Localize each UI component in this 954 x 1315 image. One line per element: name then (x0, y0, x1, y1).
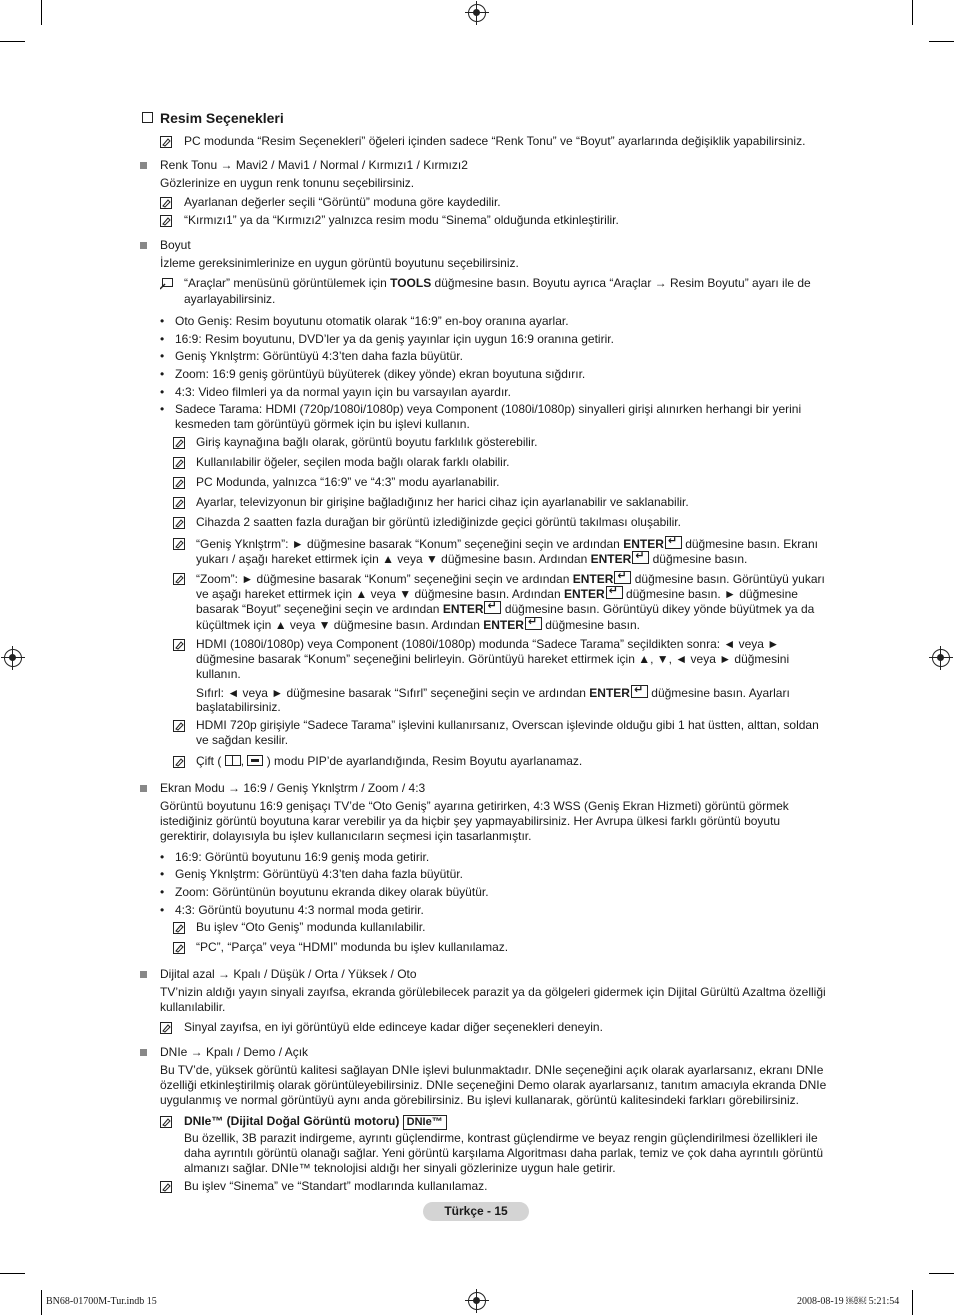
crop-mark (929, 41, 954, 42)
bullet: • (160, 885, 165, 899)
hdmi720-note: ve sağdan kesilir. (196, 733, 289, 747)
bullet: • (160, 850, 165, 864)
crop-mark (0, 41, 25, 42)
bullet: • (160, 867, 165, 881)
page-number-badge (423, 1202, 529, 1221)
crop-mark (929, 1273, 954, 1274)
note-icon (160, 1116, 172, 1128)
bullet: • (160, 332, 165, 346)
ekran-bullet: 4:3: Görüntü boyutunu 4:3 normal moda getirir. (175, 903, 424, 917)
enter-icon (631, 685, 648, 698)
genis-note: yukarı / aşağı hareket ettirmek için ▲ veya ▼ düğmesine basın. Ardından ENTER↵ düğmesine basın. (196, 551, 747, 567)
dnie-desc: uygulanmış ve normal görüntüyü aynı anda görebilirsiniz. Bu işlevi kullanarak, görüntü kalitesindeki farkları görebilirsiniz. (160, 1093, 799, 1107)
hdmi-note: HDMI (1080i/1080p) veya Component (1080i/1080p) modunda “Sadece Tarama” seçildikten sonra: ◄ veya ► (196, 637, 780, 651)
note-icon (173, 756, 185, 768)
boyut-note: Ayarlar, televizyonun bir girişine bağladığınız her harici cihaz için ayarlanabilir ve saklanabilir. (196, 495, 689, 509)
tools-icon (160, 278, 172, 290)
enter-icon (614, 571, 631, 584)
note-icon (173, 477, 185, 489)
note-icon (173, 538, 185, 550)
note-icon (173, 639, 185, 651)
ekran-head: Ekran Modu → 16:9 / Geniş Yknlştrm / Zoom / 4:3 (160, 781, 426, 795)
note-icon (173, 437, 185, 449)
square-bullet-icon (140, 971, 147, 978)
renk-desc: Gözlerinize en uygun renk tonunu seçebilirsiniz. (160, 176, 415, 190)
bullet: • (160, 903, 165, 917)
boyut-bullet: Geniş Yknlştrm: Görüntüyü 4:3’ten daha fazla büyütür. (175, 349, 463, 363)
crop-mark (912, 0, 913, 25)
bullet: • (160, 385, 165, 399)
registration-mark-icon (932, 649, 950, 667)
footer-file: BN68-01700M-Tur.indb 15 (46, 1296, 157, 1307)
ekran-desc: istediğiniz görüntü boyutuna karar verebilir ya da hiçbir şey yapmayabilirsiniz. Her Avrupa ülkesi farklı görüntü boyutu (160, 814, 781, 828)
dnie-logo: DNIe™ (403, 1115, 447, 1130)
note-icon (160, 197, 172, 209)
registration-mark-icon (468, 1292, 486, 1310)
dnie-note-desc: almanızı sağlar. DNIe™ teknolojisi aldığı her sinyali gözlerinize uygun hale getirir. (184, 1161, 616, 1175)
renk-note: “Kırmızı1” ya da “Kırmızı2” yalnızca resim modu “Sinema” olduğunda etkinleştirilir. (184, 213, 619, 227)
genis-note: “Geniş Yknlştrm”: ► düğmesine basarak “Konum” seçeneğini seçin ve ardından ENTER↵ düğmesine basın. Ekranı (196, 536, 818, 552)
zoom-note: “Zoom”: ► düğmesine basarak “Konum” seçeneğini seçin ve ardından ENTER↵ düğmesine basın. Görüntüyü yukarı (196, 571, 825, 587)
boyut-note: PC Modunda, yalnızca “16:9” ve “4:3” modu ayarlanabilir. (196, 475, 500, 489)
note-icon (173, 457, 185, 469)
ekran-bullet: Zoom: Görüntünün boyutunu ekranda dikey olarak büyütür. (175, 885, 489, 899)
bullet: • (160, 402, 165, 416)
square-bullet-icon (140, 1049, 147, 1056)
dnie-note-desc: Bu özellik, 3B parazit indirgeme, ayrıntı güçlendirme, kontrast güçlendirme ve beyaz rengin güçlendirilmesi özellikleri ile (184, 1131, 818, 1145)
bullet: • (160, 367, 165, 381)
page-number: Türkçe - 15 (444, 1204, 508, 1218)
boyut-head: Boyut (160, 238, 191, 252)
boyut-bullet: Oto Geniş: Resim boyutunu otomatik olarak “16:9” en-boy oranına ayarlar. (175, 314, 569, 328)
renk-note: Ayarlanan değerler seçili “Görüntü” moduna göre kaydedilir. (184, 195, 501, 209)
crop-mark (912, 1290, 913, 1315)
boyut-bullet: 16:9: Resim boyutunu, DVD’ler ya da geniş yayınlar için uygun 16:9 oranına getirir. (175, 332, 614, 346)
note-icon (160, 1022, 172, 1034)
note-icon (160, 215, 172, 227)
zoom-note: ve aşağı hareket ettirmek için ▲ veya ▼ düğmesine basın. Ardından ENTER↵ düğmesine basın. ► düğmesine (196, 586, 798, 602)
section-title: Resim Seçenekleri (160, 110, 284, 126)
note-icon (173, 720, 185, 732)
boyut-bullet: Sadece Tarama: HDMI (720p/1080i/1080p) veya Component (1080i/1080p) sinyalleri girişi alınırken herhangi bir yerini (175, 402, 802, 416)
dnie-note-title: DNIe™ (Dijital Doğal Görüntü motoru) DNIe™ (184, 1114, 447, 1130)
crop-mark (0, 1273, 25, 1274)
pip-inset-icon (247, 755, 263, 766)
ekran-desc: Görüntü boyutunu 16:9 genişaçı TV’de “Oto Geniş” ayarına getirirken, 4:3 WSS (Geniş Ekran Hizmeti) görüntü görmek (160, 799, 789, 813)
note-icon (173, 497, 185, 509)
ekran-bullet: Geniş Yknlştrm: Görüntüyü 4:3’ten daha fazla büyütür. (175, 867, 463, 881)
footer-date: 2008-08-19 ￼￼ 5:21:54 (797, 1296, 900, 1307)
dijital-desc: TV’nizin aldığı yayın sinyali zayıfsa, ekranda görülebilecek parazit ya da gölgeleri gidermek için Dijital Gürültü Azaltma özelliği (160, 985, 826, 999)
registration-mark-icon (4, 649, 22, 667)
square-bullet-icon (140, 785, 147, 792)
enter-icon (665, 536, 682, 549)
boyut-note: Giriş kaynağına bağlı olarak, görüntü boyutu farklılık gösterebilir. (196, 435, 538, 449)
note-icon (160, 1181, 172, 1193)
boyut-note: Kullanılabilir öğeler, seçilen moda bağlı olarak farklı olabilir. (196, 455, 510, 469)
zoom-note: küçültmek için ▲ veya ▼ düğmesine basın. Ardından ENTER↵ düğmesine basın. (196, 617, 640, 633)
crop-mark (41, 0, 42, 25)
tools-line: “Araçlar” menüsünü görüntülemek için TOOLS düğmesine basın. Boyutu ayrıca “Araçlar → Resim Boyutu” ayarı ile de (184, 276, 811, 290)
zoom-note: basarak “Boyut” seçeneğini seçin ve ardından ENTER↵ düğmesine basın. Görüntüyü dikey yönde büyütmek ya da (196, 601, 814, 617)
dnie-desc: Bu TV’de, yüksek görüntü kalitesi sağlayan DNIe işlevi bulunmaktadır. DNIe seçeneğini açık olarak ayarlarsanız, ekranı DNIe (160, 1063, 824, 1077)
sifirl-note: başlatabilirsiniz. (196, 700, 281, 714)
enter-icon (606, 586, 623, 599)
dnie-desc: özelliği etkinleştirilmiş olarak görüntüleyebilirsiniz. DNIe seçeneğini Demo olarak ayarlarsanız, tanıtım amacıyla ekranda DNIe (160, 1078, 827, 1092)
boyut-bullet: kesmeden tam görüntüyü görmek için bu işlevi kullanın. (175, 417, 470, 431)
enter-icon (525, 617, 542, 630)
note-icon (160, 136, 172, 148)
note-icon (173, 922, 185, 934)
renk-head: Renk Tonu → Mavi2 / Mavi1 / Normal / Kırmızı1 / Kırmızı2 (160, 158, 468, 172)
ekran-bullet: 16:9: Görüntü boyutunu 16:9 geniş moda getirir. (175, 850, 430, 864)
intro-note: PC modunda “Resim Seçenekleri” öğeleri içinden sadece “Renk Tonu” ve “Boyut” ayarlarında değişiklik yapabilirsiniz. (184, 134, 806, 148)
bullet: • (160, 349, 165, 363)
square-bullet-icon (140, 242, 147, 249)
checkbox-icon (142, 112, 153, 123)
bullet: • (160, 314, 165, 328)
hdmi-note: düğmesine basarak “Konum” seçeneğini belirleyin. Görüntüyü hareket ettirmek için ▲, ▼, ◄ veya ► düğmesini (196, 652, 790, 666)
crop-mark (41, 1290, 42, 1315)
ekran-note: “PC”, “Parça” veya “HDMI” modunda bu işlev kullanılamaz. (196, 940, 509, 954)
cift-note: Çift ( , ) modu PIP’de ayarlandığında, Resim Boyutu ayarlanamaz. (196, 754, 583, 768)
ekran-desc: gerektirir, dolayısıyla bu işlev kullanıcıların seçmesi için tasarlanmıştır. (160, 829, 532, 843)
tools-line: ayarlayabilirsiniz. (184, 292, 276, 306)
dnie-head: DNIe → Kpalı / Demo / Açık (160, 1045, 309, 1059)
dnie-note2: Bu işlev “Sinema” ve “Standart” modlarında kullanılamaz. (184, 1179, 488, 1193)
enter-icon (484, 601, 501, 614)
registration-mark-icon (468, 4, 486, 22)
pip-split-icon (225, 755, 241, 766)
boyut-bullet: Zoom: 16:9 geniş görüntüyü büyüterek (dikey yönde) ekran boyutuna sığdırır. (175, 367, 586, 381)
ekran-note: Bu işlev “Oto Geniş” modunda kullanılabilir. (196, 920, 426, 934)
dijital-note: Sinyal zayıfsa, en iyi görüntüyü elde edinceye kadar diğer seçenekleri deneyin. (184, 1020, 603, 1034)
boyut-note: Cihazda 2 saatten fazla durağan bir görüntü izlediğinizde geçici görüntü takılması oluşabilir. (196, 515, 681, 529)
dnie-note-desc: daha ayrıntılı görüntü olanağı sağlar. Yeni görüntü karşılama Algoritması daha parlak, temiz ve çok daha ayrıntılı görüntü (184, 1146, 824, 1160)
boyut-desc: İzleme gereksinimlerinize en uygun görüntü boyutunu seçebilirsiniz. (160, 256, 519, 270)
enter-icon (632, 551, 649, 564)
sifirl-note: Sıfırl: ◄ veya ► düğmesine basarak “Sıfırl” seçeneğini seçin ve ardından ENTER↵ düğmesine basın. Ayarları (196, 685, 790, 701)
note-icon (173, 573, 185, 585)
hdmi-note: kullanın. (196, 667, 241, 681)
dijital-desc: kullanılabilir. (160, 1000, 226, 1014)
boyut-bullet: 4:3: Video filmleri ya da normal yayın için bu varsayılan ayardır. (175, 385, 511, 399)
square-bullet-icon (140, 162, 147, 169)
dijital-head: Dijital azal → Kpalı / Düşük / Orta / Yüksek / Oto (160, 967, 417, 981)
hdmi720-note: HDMI 720p girişiyle “Sadece Tarama” işlevini kullanırsanız, Overscan işlevinde olduğu gibi 1 hat üstten, alttan, soldan (196, 718, 819, 732)
note-icon (173, 942, 185, 954)
note-icon (173, 517, 185, 529)
